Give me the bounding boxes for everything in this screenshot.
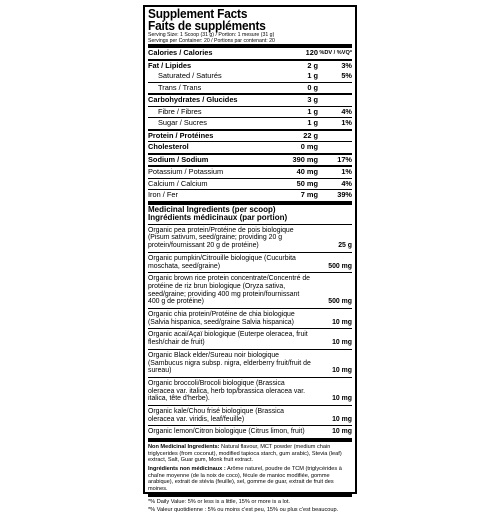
supplement-facts-label bbox=[143, 5, 357, 514]
ingredient-row bbox=[148, 225, 352, 252]
nutrient-dv: 17% bbox=[337, 154, 352, 164]
nutrient-amount: 22 g bbox=[303, 130, 318, 140]
nutrient-label: Iron / Fer bbox=[148, 190, 178, 200]
ingredient-row bbox=[148, 350, 352, 377]
nutrient-dv: 3% bbox=[341, 60, 352, 70]
nutrient-amount: 40 mg bbox=[296, 167, 318, 177]
footnote-en: *% Daily Value: 5% or less is a little, 15% or more is a lot. bbox=[148, 499, 290, 505]
ingredient-row bbox=[148, 253, 352, 272]
nutrient-dv: 5% bbox=[341, 71, 352, 81]
nutrient-dv: 39% bbox=[337, 190, 352, 200]
nutrient-row bbox=[148, 131, 352, 142]
ingredient-qty: 10 mg bbox=[332, 415, 352, 423]
ingredient-text: Organic pea protein/Protéine de pois biologique (Pisum sativum, seed/graine; providing 20 g protein/fournissant 20 g de protéine) bbox=[148, 226, 294, 250]
ingredient-text: Organic Black elder/Sureau noir biologique (Sambucus nigra subsp. nigra, elderberry fruit/fruit de sureau) bbox=[148, 351, 311, 375]
nutrient-amount: 1 g bbox=[307, 118, 318, 128]
nutrient-label: Sodium / Sodium bbox=[148, 154, 209, 164]
dv-header: %DV / %VQ* bbox=[319, 50, 352, 57]
nutrient-amount: 0 g bbox=[307, 82, 318, 92]
ingredient-qty: 10 mg bbox=[332, 339, 352, 347]
nutrient-row bbox=[148, 107, 352, 118]
nutrient-amount: 1 g bbox=[307, 106, 318, 116]
medicinal-header bbox=[148, 205, 352, 224]
nutrient-amount: 2 g bbox=[307, 60, 318, 70]
ingredient-qty: 10 mg bbox=[332, 395, 352, 403]
medicinal-header-fr: Ingrédients médicinaux (par portion) bbox=[148, 213, 288, 223]
nutrient-label: Fibre / Fibres bbox=[158, 106, 202, 116]
ingredient-qty: 10 mg bbox=[332, 428, 352, 436]
ingredient-qty: 500 mg bbox=[328, 298, 352, 306]
nutrient-amount: 390 mg bbox=[292, 154, 318, 164]
nutrient-amount: 0 mg bbox=[300, 142, 318, 152]
nutrient-row bbox=[148, 61, 352, 72]
calories-row bbox=[148, 48, 352, 59]
nutrient-dv: 1% bbox=[341, 118, 352, 128]
nutrient-row bbox=[148, 118, 352, 129]
non-medicinal-fr bbox=[148, 464, 352, 493]
ingredient-row bbox=[148, 378, 352, 405]
non-medicinal-fr-text: Arôme naturel, poudre de TCM (triglycérides à chaîne moyenne (de la noix de coco), fécule de manioc modifiée, gomme arabique), extrait de stévia (feuille), sel, gomme de guar, extrait de fruit des moines. bbox=[148, 466, 342, 492]
ingredient-text: Organic acai/Açaï biologique (Euterpe oleracea, fruit flesh/chair de fruit) bbox=[148, 331, 308, 347]
nutrient-label: Potassium / Potassium bbox=[148, 167, 224, 177]
ingredient-row bbox=[148, 426, 352, 438]
footnote-fr: *% Valeur quotidienne : 5% ou moins c'est peu, 15% ou plus c'est beaucoup. bbox=[148, 507, 339, 514]
nutrient-amount: 3 g bbox=[307, 95, 318, 105]
ingredient-row bbox=[148, 406, 352, 425]
nutrient-label: Trans / Trans bbox=[158, 82, 202, 92]
nutrient-row bbox=[148, 95, 352, 106]
nutrient-amount: 1 g bbox=[307, 71, 318, 81]
ingredient-text: Organic brown rice protein concentrate/Concentré de protéine de riz brun biologique (Oryza sativa, seed/graine; providing 400 mg protein/fournissant 400 g de protéine) bbox=[148, 275, 311, 306]
ingredient-row bbox=[148, 273, 352, 308]
calories-value: 120 bbox=[305, 48, 318, 58]
nutrient-row bbox=[148, 71, 352, 82]
medicinal-header-en: Medicinal Ingredients (per scoop) bbox=[148, 204, 276, 214]
ingredient-qty: 500 mg bbox=[328, 262, 352, 270]
title-fr: Faits de suppléments bbox=[148, 19, 266, 33]
ingredient-text: Organic broccoli/Brocoli biologique (Brassica oleracea var. italica, herb top/brassica oleracea var. italica, tête d'herbe). bbox=[148, 379, 306, 403]
non-medicinal-en bbox=[148, 442, 352, 464]
nutrient-row bbox=[148, 83, 352, 94]
nutrient-dv: 4% bbox=[341, 178, 352, 188]
nutrient-label: Protein / Protéines bbox=[148, 130, 214, 140]
ingredient-text: Organic kale/Chou frisé biologique (Brassica oleracea var. viridis, leaf/feuille) bbox=[148, 408, 284, 423]
ingredient-row bbox=[148, 309, 352, 328]
nutrient-amount: 7 mg bbox=[300, 190, 318, 200]
nutrient-label: Calcium / Calcium bbox=[148, 178, 208, 188]
ingredient-qty: 25 g bbox=[338, 242, 352, 250]
serving-size: Serving Size: 1 Scoop (31 g) / Portion: 1 mesure (31 g) bbox=[148, 32, 275, 38]
title-en: Supplement Facts bbox=[148, 7, 248, 21]
nutrient-amount: 50 mg bbox=[296, 178, 318, 188]
nutrient-row bbox=[148, 142, 352, 153]
nutrient-label: Carbohydrates / Glucides bbox=[148, 95, 238, 105]
nutrient-dv: 1% bbox=[341, 167, 352, 177]
ingredient-qty: 10 mg bbox=[332, 367, 352, 375]
nutrient-label: Fat / Lipides bbox=[148, 60, 192, 70]
ingredient-list bbox=[148, 224, 352, 438]
nutrient-label: Cholesterol bbox=[148, 142, 189, 152]
nutrient-dv: 4% bbox=[341, 106, 352, 116]
ingredient-text: Organic pumpkin/Citrouille biologique (Cucurbita moschata, seed/graine) bbox=[148, 254, 296, 270]
nutrient-label: Sugar / Sucres bbox=[158, 118, 207, 128]
non-medicinal-en-text: Natural flavour, MCT powder (medium chain triglycerides (from coconut), modified tapioca starch, gum arabic), Stevia (leaf) extract, Salt, Guar gum, Monk fruit extract. bbox=[148, 444, 342, 463]
nutrient-row bbox=[148, 179, 352, 190]
ingredient-text: Organic lemon/Citron biologique (Citrus limon, fruit) bbox=[148, 428, 305, 436]
ingredient-text: Organic chia protein/Protéine de chia biologique (Salvia hispanica, seed/graine Salvia hispanica) bbox=[148, 311, 295, 326]
non-medicinal-en-label: Non Medicinal Ingredients: bbox=[148, 444, 220, 451]
ingredient-row bbox=[148, 329, 352, 348]
nutrient-table bbox=[148, 59, 352, 201]
nutrient-row bbox=[148, 190, 352, 201]
nutrient-row bbox=[148, 167, 352, 178]
calories-label: Calories / Calories bbox=[148, 48, 213, 58]
servings-per-container: Servings per Container: 20 / Portions par contenant: 20 bbox=[148, 38, 275, 44]
nutrient-row bbox=[148, 155, 352, 166]
ingredient-qty: 10 mg bbox=[332, 318, 352, 326]
nutrient-label: Saturated / Saturés bbox=[158, 71, 222, 81]
non-medicinal-fr-label: Ingrédients non médicinaux : bbox=[148, 466, 226, 473]
